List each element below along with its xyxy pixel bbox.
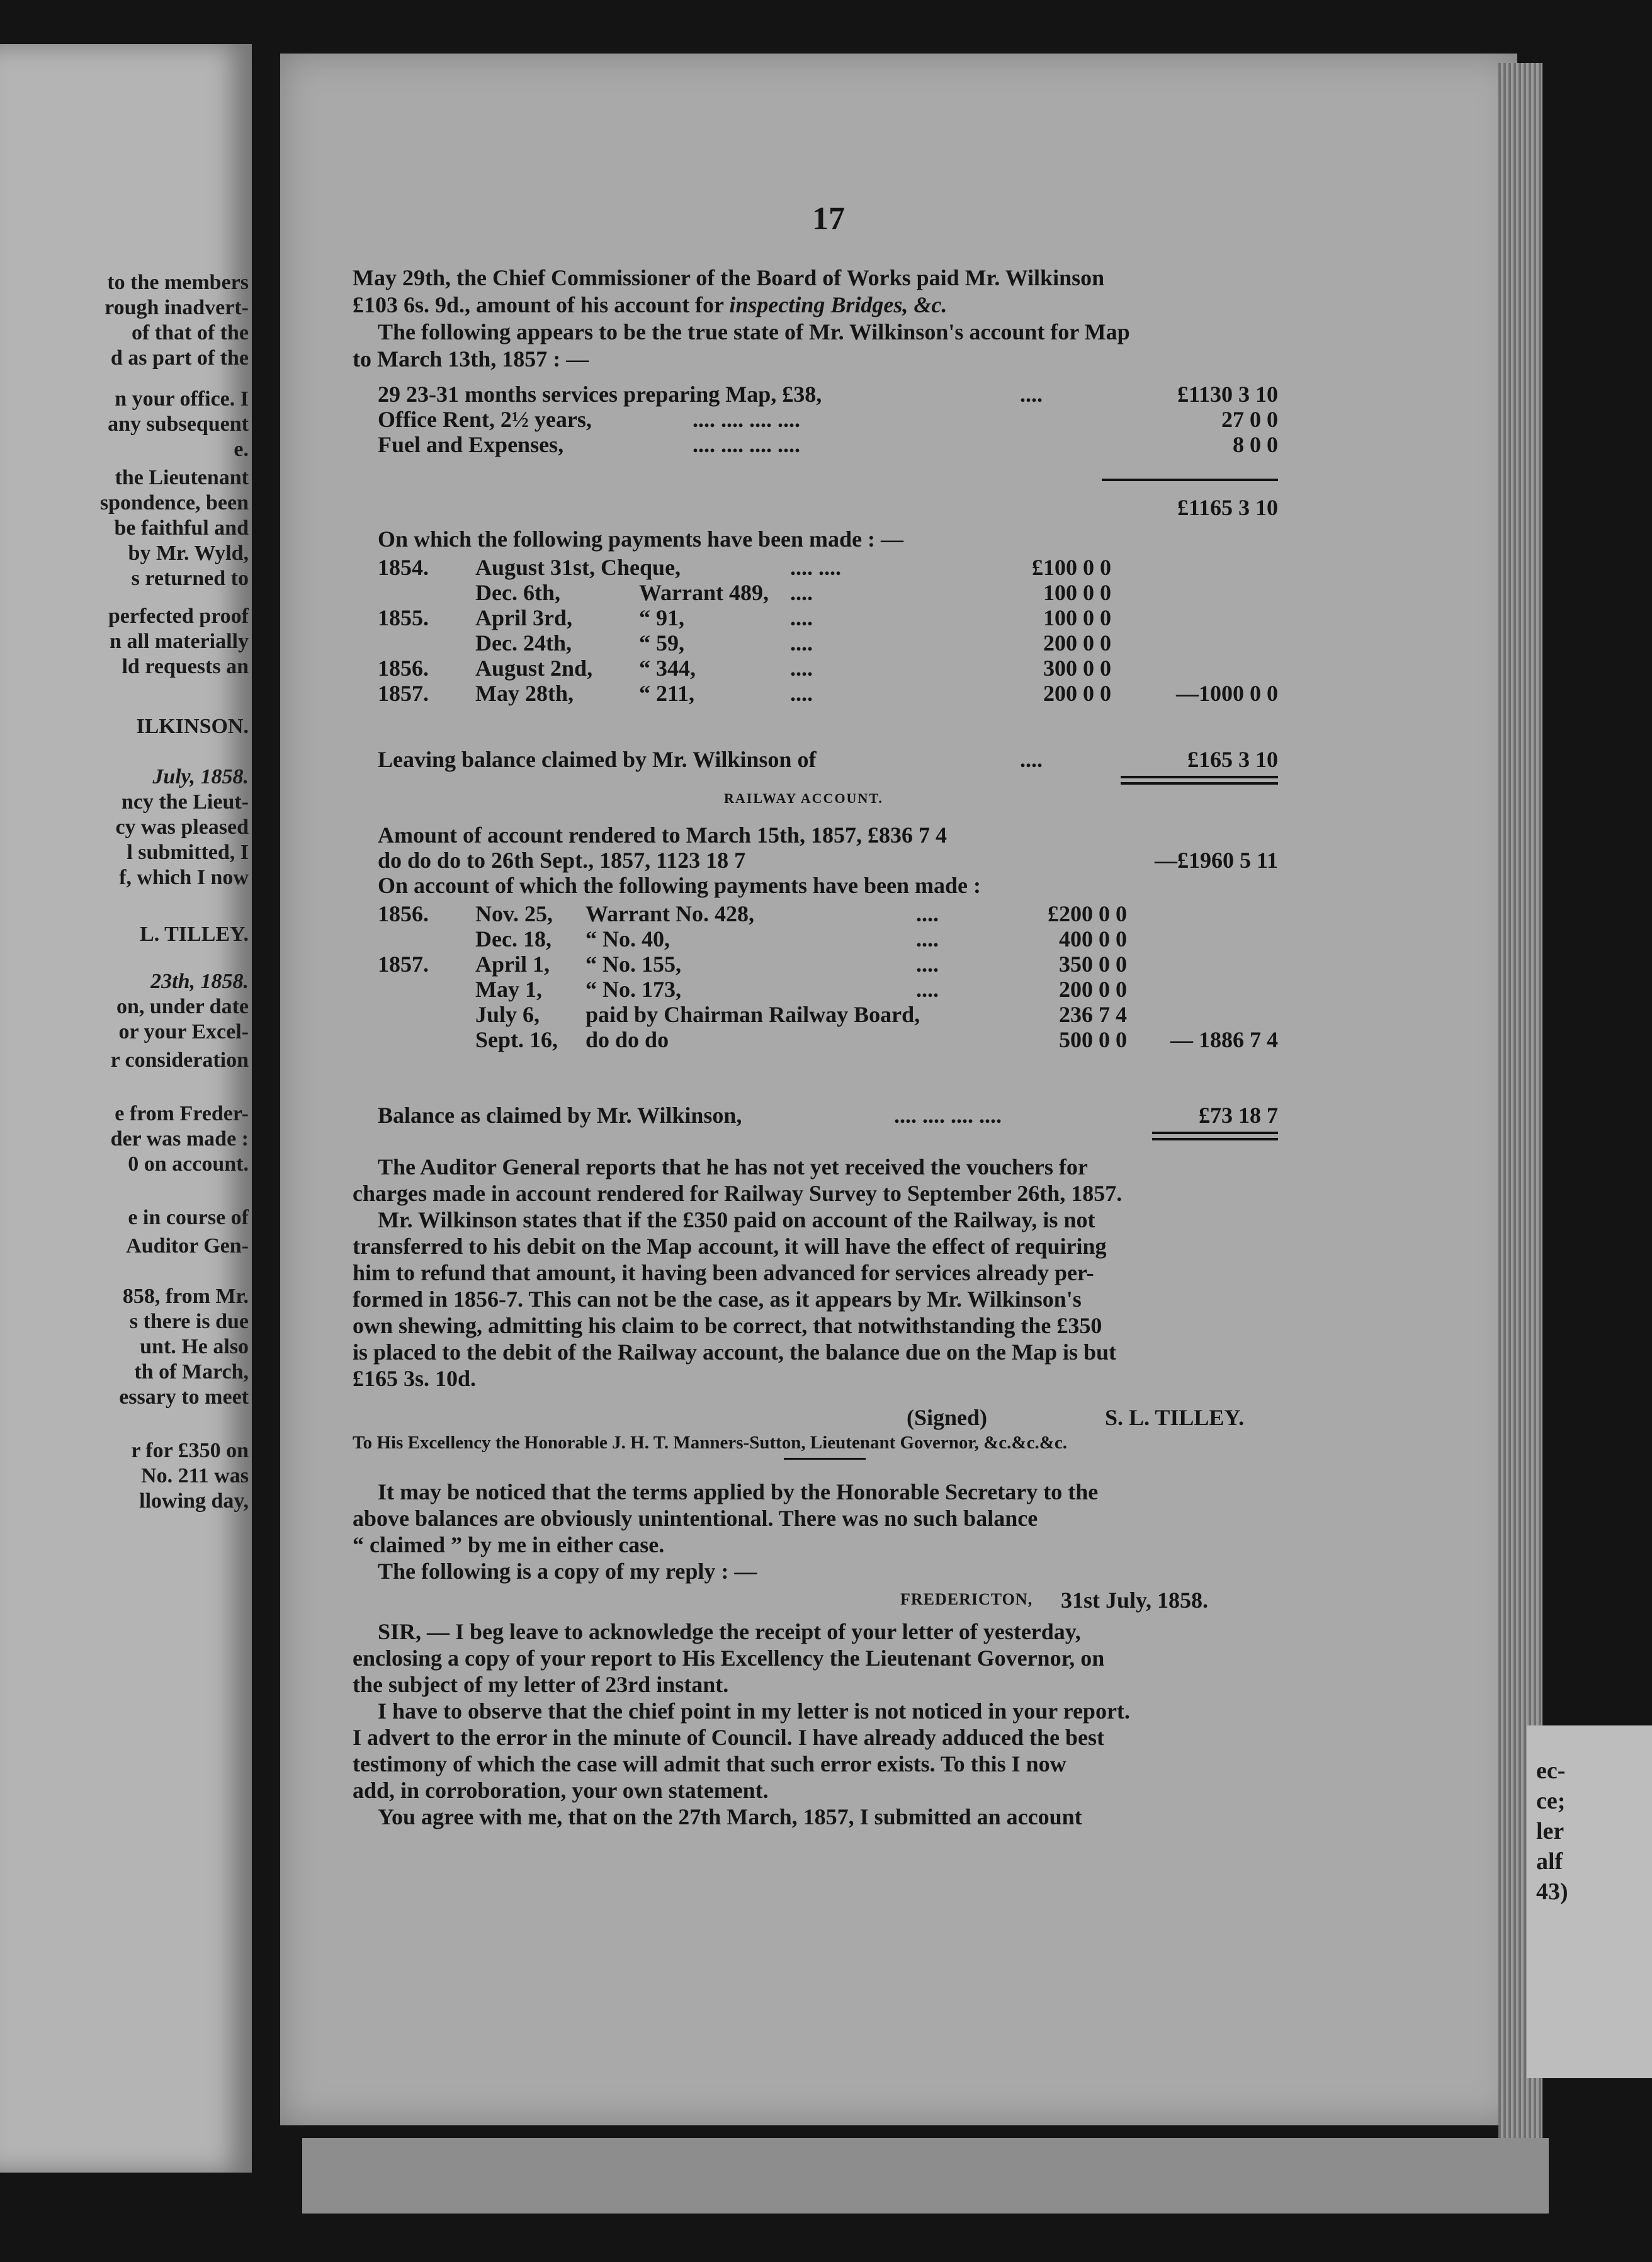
rail-payment-ref: Warrant No. 428, (586, 901, 754, 926)
rail-payment-amount: 350 0 0 (1059, 952, 1127, 977)
facing-page-line: July, 1858. (152, 765, 249, 788)
payment-ref: “ 91, (639, 605, 684, 630)
payment-date: May 28th, (475, 681, 574, 706)
facing-page-line: e. (234, 438, 249, 461)
facing-page-line: essary to meet (119, 1385, 249, 1409)
facing-page-line: e in course of (128, 1206, 249, 1229)
charge-dots: .... .... .... .... (693, 407, 800, 432)
rail-payment-year: 1857. (378, 952, 429, 977)
railway-balance-label: Balance as claimed by Mr. Wilkinson, (378, 1103, 742, 1128)
facing-page-line: to the members (107, 271, 249, 294)
paragraph-line: The following is a copy of my reply : — (378, 1559, 757, 1584)
paragraph-line: the subject of my letter of 23rd instant. (353, 1672, 729, 1697)
charge-label: 29 23-31 months services preparing Map, £38, (378, 382, 822, 407)
right-scrap-line: ce; (1536, 1788, 1566, 1814)
payment-total: —1000 0 0 (1176, 681, 1278, 706)
facing-page-line: 23th, 1858. (150, 970, 249, 993)
facing-page-line: llowing day, (139, 1489, 249, 1513)
rail-payment-dots: .... (916, 901, 939, 926)
payment-amount: 100 0 0 (1043, 580, 1111, 605)
facing-page-line: s there is due (129, 1310, 249, 1333)
payment-date: Dec. 24th, (475, 630, 572, 656)
facing-page-line: ILKINSON. (136, 715, 249, 738)
facing-page-line: ncy the Lieut- (121, 790, 249, 814)
facing-page-line: unt. He also (140, 1335, 249, 1358)
facing-page-line: s returned to (131, 567, 249, 590)
facing-page-line: of that of the (131, 321, 249, 344)
paragraph-line: I have to observe that the chief point in my letter is not noticed in your report. (378, 1698, 1130, 1724)
right-scrap-line: 43) (1536, 1878, 1568, 1905)
facing-page-line: Auditor Gen- (126, 1234, 249, 1258)
rail-payment-ref: paid by Chairman Railway Board, (586, 1002, 920, 1027)
payment-ref: Warrant 489, (639, 580, 769, 605)
payment-ref: “ 344, (639, 656, 696, 681)
paragraph-line: enclosing a copy of your report to His Excellency the Lieutenant Governor, on (353, 1645, 1105, 1671)
intro-line: May 29th, the Chief Commissioner of the Board of Works paid Mr. Wilkinson (353, 265, 1105, 290)
facing-page-line: rough inadvert- (105, 296, 249, 319)
map-balance-amount: £165 3 10 (1187, 747, 1278, 772)
payment-dots: .... (790, 580, 813, 605)
charge-label: Office Rent, 2½ years, (378, 407, 592, 432)
paragraph-line: £165 3s. 10d. (353, 1366, 477, 1391)
facing-page-line: d as part of the (110, 346, 249, 370)
rail-payment-ref: “ No. 173, (586, 977, 681, 1002)
rail-payment-total: — 1886 7 4 (1170, 1027, 1278, 1052)
payment-dots: .... .... (790, 555, 841, 580)
rail-payment-amount: 400 0 0 (1059, 926, 1127, 952)
railway-rendered: Amount of account rendered to March 15th, 1857, £836 7 4 (378, 822, 947, 848)
payment-amount: 200 0 0 (1043, 630, 1111, 656)
paragraph-line: him to refund that amount, it having been advanced for services already per- (353, 1260, 1094, 1285)
railway-balance-amount: £73 18 7 (1199, 1103, 1278, 1128)
rail-payment-ref: do do do (586, 1027, 669, 1052)
page-bottom-edge (302, 2138, 1549, 2214)
payment-date: Dec. 6th, (475, 580, 560, 605)
facing-page-line: th of March, (134, 1360, 249, 1384)
rail-payment-date: Nov. 25, (475, 901, 553, 926)
facing-page-line: f, which I now (119, 866, 249, 889)
payment-year: 1855. (378, 605, 429, 630)
payment-dots: .... (790, 630, 813, 656)
paragraph-line: You agree with me, that on the 27th March, 1857, I submitted an account (378, 1804, 1082, 1829)
payment-date: August 31st, Cheque, (475, 555, 681, 580)
rail-payment-date: July 6, (475, 1002, 540, 1027)
facing-page-line: 858, from Mr. (122, 1285, 249, 1308)
rail-payment-ref: “ No. 155, (586, 952, 681, 977)
payment-year: 1854. (378, 555, 429, 580)
payment-date: August 2nd, (475, 656, 593, 681)
signed-label: (Signed) (907, 1405, 988, 1430)
paragraph-line: above balances are obviously unintentional. There was no such balance (353, 1506, 1038, 1531)
rail-payment-dots: .... (916, 952, 939, 977)
ledger-rule (1152, 1132, 1278, 1134)
payment-year: 1857. (378, 681, 429, 706)
rail-payment-date: Sept. 16, (475, 1027, 558, 1052)
ledger-rule (1102, 479, 1278, 481)
payment-ref: “ 211, (639, 681, 695, 706)
intro-line: to March 13th, 1857 : — (353, 346, 589, 372)
ledger-rule (784, 1458, 866, 1460)
facing-page-line: der was made : (110, 1127, 249, 1151)
payment-year: 1856. (378, 656, 429, 681)
railway-payments-heading: On account of which the following payments have been made : (378, 873, 982, 898)
paragraph-line: transferred to his debit on the Map account, it will have the effect of requiring (353, 1234, 1107, 1259)
ledger-rule (1152, 1138, 1278, 1140)
charge-dots: .... (1020, 382, 1043, 407)
paragraph-line: charges made in account rendered for Railway Survey to September 26th, 1857. (353, 1181, 1123, 1206)
paragraph-line: It may be noticed that the terms applied by the Honorable Secretary to the (378, 1479, 1099, 1504)
page-number: 17 (812, 201, 845, 237)
charge-amount: £1130 3 10 (1177, 382, 1278, 407)
rail-payment-date: May 1, (475, 977, 542, 1002)
dateline-place: FREDERICTON, (900, 1590, 1033, 1608)
paragraph-line: I advert to the error in the minute of Council. I have already adduced the best (353, 1725, 1104, 1750)
payment-amount: 200 0 0 (1043, 681, 1111, 706)
railway-rendered: do do do to 26th Sept., 1857, 1123 18 7 (378, 848, 746, 873)
facing-page-line: r for £350 on (131, 1439, 249, 1462)
rail-payment-amount: 500 0 0 (1059, 1027, 1127, 1052)
facing-page-line: perfected proof (108, 605, 249, 628)
charge-amount: 27 0 0 (1221, 407, 1278, 432)
facing-page-line: the Lieutenant (115, 466, 249, 489)
right-scrap-line: ec- (1536, 1758, 1566, 1784)
facing-page-line: ld requests an (122, 655, 249, 678)
facing-page-line: by Mr. Wyld, (128, 542, 249, 565)
payment-dots: .... (790, 605, 813, 630)
ledger-rule (1121, 776, 1278, 778)
charge-dots: .... .... .... .... (693, 432, 800, 457)
facing-page-line: be faithful and (114, 516, 249, 540)
charge-amount: 8 0 0 (1233, 432, 1278, 457)
rail-payment-date: Dec. 18, (475, 926, 552, 952)
balance-dots: .... (1020, 747, 1043, 772)
facing-page-line: spondence, been (99, 491, 249, 514)
addressee: To His Excellency the Honorable J. H. T. Manners-Sutton, Lieutenant Governor, &c.&c.&c. (353, 1433, 1067, 1453)
paragraph-line: SIR, — I beg leave to acknowledge the receipt of your letter of yesterday, (378, 1619, 1081, 1644)
right-scrap-line: alf (1536, 1848, 1563, 1875)
emphasis-text: inspecting Bridges, &c. (729, 292, 948, 317)
facing-page-line: L. TILLEY. (140, 923, 249, 946)
dateline-date: 31st July, 1858. (1061, 1588, 1209, 1613)
railway-balance-dots: .... .... .... .... (894, 1103, 1002, 1128)
rail-payment-year: 1856. (378, 901, 429, 926)
paragraph-line: testimony of which the case will admit that such error exists. To this I now (353, 1751, 1066, 1776)
facing-page-line: r consideration (110, 1049, 249, 1072)
facing-page-line: on, under date (116, 995, 249, 1018)
facing-page-line: e from Freder- (115, 1102, 249, 1125)
intro-line: £103 6s. 9d., amount of his account for inspecting Bridges, &c. (353, 292, 948, 317)
payment-amount: 300 0 0 (1043, 656, 1111, 681)
paragraph-line: “ claimed ” by me in either case. (353, 1532, 665, 1557)
right-scrap-line: ler (1536, 1818, 1564, 1844)
facing-page-line: l submitted, I (127, 841, 249, 864)
charge-label: Fuel and Expenses, (378, 432, 564, 457)
paragraph-line: formed in 1856-7. This can not be the case, as it appears by Mr. Wilkinson's (353, 1287, 1082, 1312)
facing-page-line: No. 211 was (141, 1464, 249, 1487)
rail-payment-ref: “ No. 40, (586, 926, 670, 952)
map-total: £1165 3 10 (1177, 495, 1278, 520)
payment-amount: £100 0 0 (1032, 555, 1111, 580)
facing-page-line: or your Excel- (118, 1020, 249, 1043)
paragraph-line: Mr. Wilkinson states that if the £350 paid on account of the Railway, is not (378, 1207, 1095, 1232)
payments-heading: On which the following payments have been made : — (378, 526, 904, 552)
paragraph-line: The Auditor General reports that he has not yet received the vouchers for (378, 1154, 1088, 1179)
railway-heading: RAILWAY ACCOUNT. (724, 790, 883, 806)
payment-date: April 3rd, (475, 605, 573, 630)
rail-payment-amount: 236 7 4 (1059, 1002, 1127, 1027)
payment-ref: “ 59, (639, 630, 684, 656)
paragraph-line: own shewing, admitting his claim to be correct, that notwithstanding the £350 (353, 1313, 1102, 1338)
payment-dots: .... (790, 656, 813, 681)
rail-payment-dots: .... (916, 926, 939, 952)
paragraph-line: add, in corroboration, your own statement. (353, 1778, 769, 1803)
ledger-rule (1121, 782, 1278, 785)
facing-page-line: n all materially (110, 630, 249, 653)
payment-amount: 100 0 0 (1043, 605, 1111, 630)
rail-payment-dots: .... (916, 977, 939, 1002)
railway-total: —£1960 5 11 (1154, 848, 1278, 873)
intro-line: The following appears to be the true state of Mr. Wilkinson's account for Map (378, 319, 1130, 344)
rail-payment-date: April 1, (475, 952, 550, 977)
facing-page-line: any subsequent (108, 412, 249, 436)
facing-page-line: cy was pleased (115, 816, 249, 839)
payment-dots: .... (790, 681, 813, 706)
signature: S. L. TILLEY. (1105, 1405, 1245, 1430)
facing-page-line: 0 on account. (128, 1152, 249, 1176)
rail-payment-amount: 200 0 0 (1059, 977, 1127, 1002)
balance-label: Leaving balance claimed by Mr. Wilkinson of (378, 747, 817, 772)
rail-payment-amount: £200 0 0 (1048, 901, 1127, 926)
paragraph-line: is placed to the debit of the Railway account, the balance due on the Map is but (353, 1339, 1117, 1365)
facing-page-line: n your office. I (115, 387, 249, 411)
